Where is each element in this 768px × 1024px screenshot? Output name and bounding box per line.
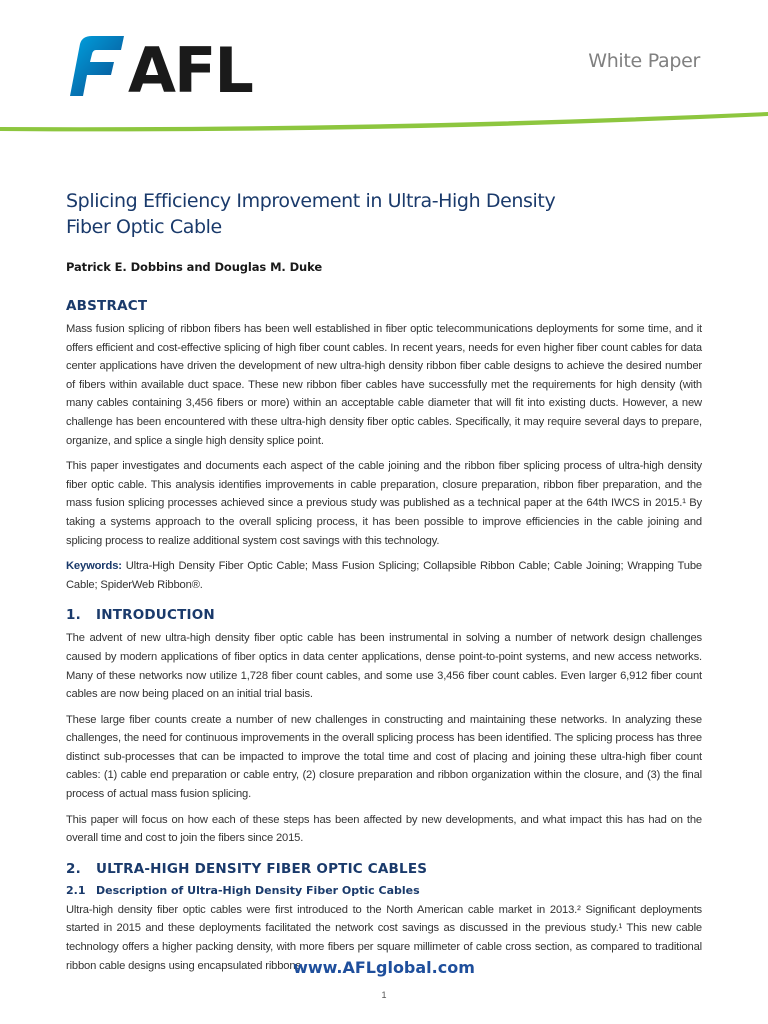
section-1-title: INTRODUCTION: [96, 607, 215, 624]
section-2-number: 2.: [66, 860, 81, 877]
section-1-heading: [66, 605, 702, 625]
section-2-paragraph-1: Ultra-high density fiber optic cables were first introduced to the North American cable market in 2013.² Significant deployments started in 2015 and these deployments facilitated the network cost savings as discussed in the previous study.¹ This new cable technology offers a higher packing density, with more fibers per square millimeter of cable cross section, as compared to traditional ribbon cable designs using encapsulated ribbons.: [66, 903, 702, 972]
document-type-label: White Paper: [588, 50, 700, 72]
afl-f-mark-icon: [70, 36, 124, 96]
subsection-2-1-number: 2.1: [66, 883, 86, 897]
section-1-number: 1.: [66, 607, 81, 624]
section-1-paragraph-1: The advent of new ultra-high density fiber optic cable has been instrumental in solving a number of network design challenges caused by modern applications of fiber optics in data center applications, dense point-to-point systems, and new access networks. Many of these networks now utilize 1,728 fiber count cables, and some use 3,456 fiber count cables. Even larger 6,912 fiber count cables are now being placed on an initial trial basis.: [66, 632, 702, 701]
authors: Patrick E. Dobbins and Douglas M. Duke: [66, 260, 323, 274]
abstract-heading: ABSTRACT: [66, 298, 148, 314]
paper-title-line-1: Splicing Efficiency Improvement in Ultra-High Density: [66, 190, 556, 212]
paper-body: [66, 296, 702, 982]
afl-logo: [66, 34, 262, 98]
abstract-paragraph-2: This paper investigates and documents each aspect of the cable joining and the ribbon fiber splicing process of ultra-high density fiber optic cable. This analysis identifies improvements in cable preparation, closure preparation, ribbon fiber preparation, and the mass fusion splicing processes achieved since a previous study was published as a technical paper at the 64th IWCS in 2015.¹ By taking a systems approach to the overall splicing process, it has been possible to improve efficiencies in the cable joining and splicing process to realize additional system cost savings with this technology.: [66, 460, 702, 547]
keywords: [66, 557, 702, 594]
subsection-2-1-title: Description of Ultra-High Density Fiber Optic Cables: [96, 883, 420, 897]
paper-title-line-2: Fiber Optic Cable: [66, 216, 222, 238]
logo-wordmark: AFL: [128, 34, 252, 98]
footer-website-link[interactable]: www.AFLglobal.com: [293, 958, 475, 977]
section-1-paragraph-3: This paper will focus on how each of these steps has been affected by new developments, and what impact this has had on the overall time and cost to join the fibers since 2015.: [66, 813, 702, 845]
section-2-heading: [66, 859, 702, 879]
subsection-2-1-heading: [66, 883, 702, 899]
keywords-label: Keywords:: [66, 560, 122, 573]
header-swoosh-divider: [0, 100, 768, 134]
abstract-paragraph-1: Mass fusion splicing of ribbon fibers has been well established in fiber optic telecommunications deployments for some time, and it offers efficient and cost-effective splicing of high fiber count cables. In recent years, needs for even higher fiber count cables for data center applications have driven the development of new ultra-high density ribbon fiber cable designs to achieve the desired number of fibers within available duct space. These new ribbon fiber cables have successfully met the requirements for high density (with many cables containing 3,456 fibers or more) within an acceptable cable diameter that will fit into existing ducts. However, a new challenge has been encountered with these ultra-high density fiber optic cables. Specifically, it may require several days to prepare, organize, and splice a single high density splice point.: [66, 323, 702, 447]
section-2-title: ULTRA-HIGH DENSITY FIBER OPTIC CABLES: [96, 860, 428, 877]
paper-title: [66, 188, 706, 240]
keywords-text: Ultra-High Density Fiber Optic Cable; Mass Fusion Splicing; Collapsible Ribbon Cable; Cable Joining; Wrapping Tube Cable; SpiderWeb Ribbon®.: [66, 560, 702, 591]
section-1-paragraph-2: These large fiber counts create a number of new challenges in constructing and maintaining these networks. In analyzing these challenges, the need for continuous improvements in the overall splicing process has been identified. The splicing process has three distinct sub-processes that can be impacted to improve the total time and cost of placing and joining these ultra-high fiber count cables: (1) cable end preparation or cable entry, (2) closure preparation and ribbon organization within the closure, and (3) the final process of actual mass fusion splicing.: [66, 713, 702, 801]
page-number: 1: [381, 990, 387, 1000]
